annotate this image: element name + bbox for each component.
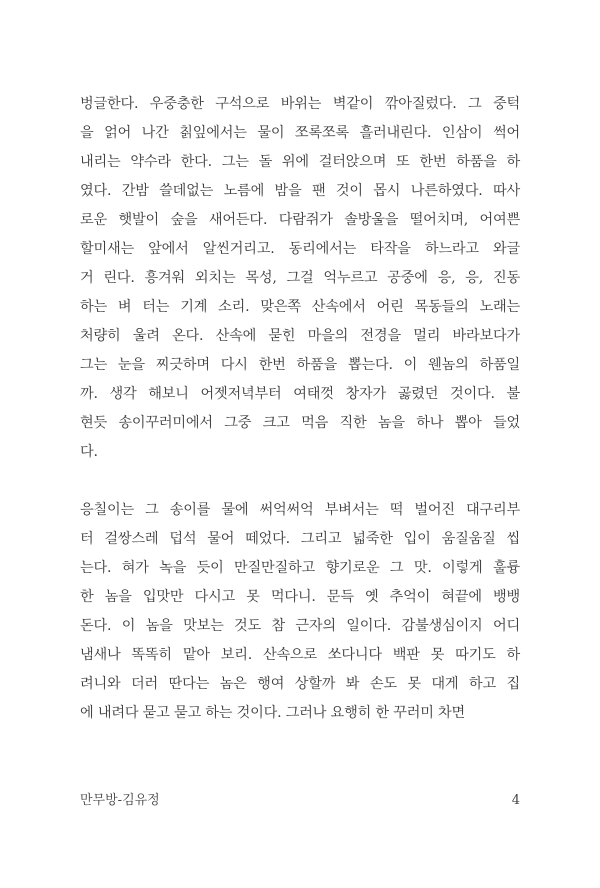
- text-line: 내리는 약수라 한다. 그는 돌 위에 걸터앉으며 또 한번 하품을 하: [80, 154, 520, 170]
- text-line: 그는 눈을 찌긋하며 다시 한번 하품을 뽑는다. 이 웬놈의 하품일: [80, 357, 520, 373]
- page-number: 4: [511, 793, 520, 808]
- text-line: 응칠이는 그 송이를 물에 써억써억 부벼서는 떡 벌어진 대구리부: [80, 502, 520, 518]
- text-line: 거 린다. 흥겨워 외치는 목성, 그걸 억누르고 공중에 응, 응, 진동: [80, 270, 520, 286]
- text-line: 벙글한다. 우중충한 구석으로 바위는 벽같이 깎아질렀다. 그 중턱: [80, 96, 520, 112]
- text-line: 까. 생각 해보니 어젯저녁부터 여태껏 창자가 곯렸던 것이다. 불: [80, 386, 520, 402]
- text-line: 한 놈을 입맛만 다시고 못 먹다니. 문득 옛 추억이 혀끝에 뱅뱅: [80, 589, 520, 605]
- text-line: 현듯 송이꾸러미에서 그중 크고 먹음 직한 놈을 하나 뽑아 들었: [80, 415, 520, 431]
- text-line: 터 걸쌍스레 덥석 물어 떼었다. 그리고 넓죽한 입이 움질움질 씹: [80, 531, 520, 547]
- text-line: 려니와 더러 딴다는 놈은 행여 상할까 봐 손도 못 대게 하고 집: [80, 676, 520, 692]
- paragraph: [80, 496, 520, 728]
- text-line: 을 얽어 나간 칡잎에서는 물이 쪼록쪼록 흘러내린다. 인삼이 썩어: [80, 125, 520, 141]
- text-line: 돈다. 이 놈을 맛보는 것도 참 근자의 일이다. 감불생심이지 어디: [80, 618, 520, 634]
- body-text: [80, 90, 520, 728]
- paragraph: [80, 90, 520, 467]
- text-line: 는다. 혀가 녹을 듯이 만질만질하고 향기로운 그 맛. 이렇게 훌륭: [80, 560, 520, 576]
- text-line: 다.: [80, 444, 98, 460]
- text-line: 하는 벼 터는 기계 소리. 맞은쪽 산속에서 어린 목동들의 노래는: [80, 299, 520, 315]
- text-line: 처량히 울려 온다. 산속에 묻힌 마을의 전경을 멀리 바라보다가: [80, 328, 520, 344]
- text-line: 냄새나 똑똑히 맡아 보리. 산속으로 쏘다니다 백판 못 따기도 하: [80, 647, 520, 663]
- text-line: 에 내려다 묻고 묻고 하는 것이다. 그러나 요행히 한 꾸러미 차면: [80, 705, 466, 721]
- text-line: 로운 햇발이 숲을 새어든다. 다람쥐가 솔방울을 떨어치며, 어여쁜: [80, 212, 520, 228]
- text-line: 였다. 간밤 쓸데없는 노름에 밤을 팬 것이 몹시 나른하였다. 따사: [80, 183, 520, 199]
- paragraph-gap: [80, 467, 520, 496]
- text-line: 할미새는 앞에서 알씬거리고. 동리에서는 타작을 하느라고 와글: [80, 241, 520, 257]
- footer-title: 만무방-김유정: [80, 793, 160, 808]
- page-footer: [80, 786, 520, 816]
